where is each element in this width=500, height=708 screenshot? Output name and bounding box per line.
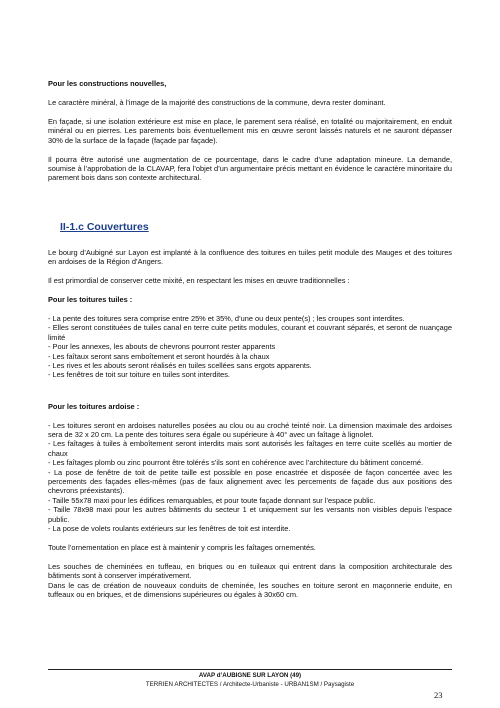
footer-credits: TERRIEN ARCHITECTES / Architecte-Urbaniste - URBAN1SM / Paysagiste (145, 681, 355, 688)
list-item: - Taille 78x98 maxi pour les autres bâtiments du secteur 1 et uniquement sur les versants non visibles depuis l’espace public. (48, 505, 452, 524)
section-heading-couvertures: II-1.c Couvertures (60, 220, 149, 233)
list-item: - Les fenêtres de toit sur toiture en tuiles sont interdites. (48, 370, 230, 380)
paragraph-facade-insulation: En façade, si une isolation extérieure est mise en place, le parement sera réalisé, en totalité ou majoritairement, en enduit minéral ou en pierres. Les parements bois éventuellement mis en œuvre seront laissés naturels et ne sauront dépasser 30% de la surface de la façade (façade par façade). (48, 116, 452, 145)
document-body (48, 79, 452, 600)
paragraph-mixity: Il est primordial de conserver cette mixité, en respectant les mises en œuvre traditionnelles : (48, 276, 350, 286)
paragraph-bourg-confluence: Le bourg d’Aubigné sur Layon est implanté à la confluence des toitures en tuiles petit module des Mauges et des toitures en ardoises de la Région d’Angers. (48, 247, 452, 267)
list-item: - La pose de fenêtre de toit de petite taille est possible en pose encastrée et disposée de façon concertée avec les percements des façades elles-mêmes (pas de faux alignement avec les percements de façade dus aux positions des chevrons préexistants). (48, 467, 452, 496)
subsection-title-tuiles: Pour les toitures tuiles : (48, 294, 133, 304)
page-number: 23 (434, 690, 443, 700)
list-tuiles (48, 314, 452, 380)
list-item: - La pente des toitures sera comprise entre 25% et 35%, d’une ou deux pente(s) ; les croupes sont interdites. (48, 313, 405, 323)
list-item: - Elles seront constituées de tuiles canal en terre cuite petits modules, courant et couvrant séparés, et seront de nuançage limité (48, 323, 452, 342)
list-ardoise (48, 421, 452, 534)
list-item: - Les rives et les abouts seront réalisés en tuiles scellées sans ergots apparents. (48, 360, 312, 370)
footer-divider (48, 669, 452, 670)
paragraph-ornamentation: Toute l’ornementation en place est à maintenir y compris les faîtages ornementés. (48, 543, 316, 552)
subsection-title-new-constructions: Pour les constructions nouvelles, (48, 79, 167, 88)
list-item: - Pour les annexes, les abouts de chevrons pourront rester apparents (48, 342, 276, 352)
paragraph-percentage-increase: Il pourra être autorisé une augmentation de ce pourcentage, dans le cadre d’une adaptation mineure. La demande, soumise à l’approbation de la CLAVAP, fera l’objet d’un argumentaire précis mettant en évidence le caractère minoritaire du parement bois dans son contexte architectural. (48, 154, 452, 183)
list-item: - La pose de volets roulants extérieurs sur les fenêtres de toit est interdite. (48, 524, 291, 534)
list-item: - Taille 55x78 maxi pour les édifices remarquables, et pour toute façade donnant sur l’espace public. (48, 495, 376, 505)
list-item: - Les faîtages plomb ou zinc pourront être tolérés s’ils sont en cohérence avec l’architecture du bâtiment concerné. (48, 458, 424, 468)
list-item: - Les faîtaux seront sans emboîtement et seront hourdés à la chaux (48, 351, 270, 361)
list-item: - Les faîtages à tuiles à emboîtement seront interdits mais sont autorisés les faîtages en terre cuite scellés au mortier de chaux (48, 439, 452, 458)
subsection-title-ardoise: Pour les toitures ardoise : (48, 401, 140, 411)
paragraph-chimney-stacks: Les souches de cheminées en tuffeau, en briques ou en tuileaux qui entrent dans la composition architecturale des bâtiments sont à conserver impérativement. (48, 561, 452, 581)
footer-title: AVAP d’AUBIGNE SUR LAYON (49) (198, 672, 302, 679)
paragraph-new-chimneys: Dans le cas de création de nouveaux conduits de cheminée, les souches en toiture seront en maçonnerie enduite, en tuffeaux ou en briques, et de dimensions supérieures ou égales à 30x60 cm. (48, 580, 452, 600)
paragraph-mineral-character: Le caractère minéral, à l’image de la majorité des constructions de la commune, devra rester dominant. (48, 97, 386, 107)
list-item: - Les toitures seront en ardoises naturelles posées au clou ou au croché teinté noir. La dimension maximale des ardoises sera de 32 x 20 cm. La pente des toitures sera égale ou supérieure à 40° avec un faîtage à lignolet. (48, 420, 452, 440)
